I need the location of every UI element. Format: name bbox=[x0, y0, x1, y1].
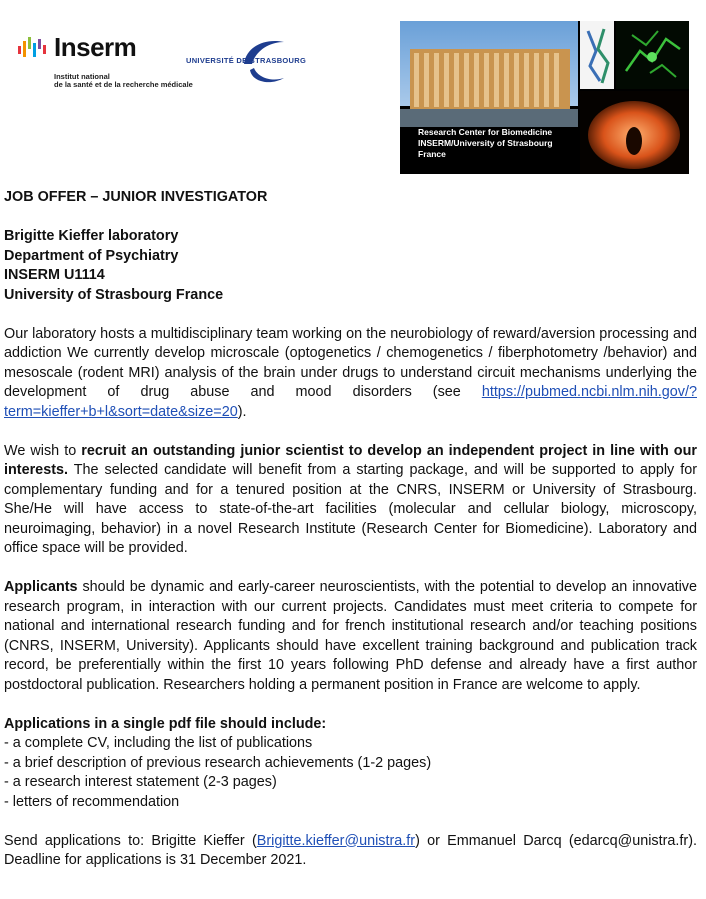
paragraph-lab-description bbox=[4, 325, 697, 423]
lab-department: Department of Psychiatry bbox=[4, 247, 179, 264]
research-center-photo bbox=[400, 21, 689, 174]
email-link[interactable]: Brigitte.kieffer@unistra.fr bbox=[256, 832, 416, 849]
paragraph-lab-text: Our laboratory hosts a multidisciplinary team working on the neurobiology of reward/aversion processing and addiction We currently develop microscale (optogenetics / chemogenetics / fiberphotometry /behavior) and mesoscale (rodent MRI) analysis of the brain under drugs to understand circuit mechanisms underlying the development of drug abuse and mood disorders (see bbox=[4, 325, 697, 400]
caption-line-1: Research Center for Biomedicine bbox=[418, 127, 553, 137]
unistra-name: UNIVERSITÉ DE STRASBOURG bbox=[186, 56, 307, 65]
job-offer-body bbox=[4, 188, 697, 871]
applicants-label: Applicants bbox=[4, 579, 78, 595]
application-item: - a brief description of previous research achievements (1-2 pages) bbox=[4, 754, 432, 771]
recruitment-start: We wish to bbox=[4, 442, 82, 459]
recruitment-rest: The selected candidate will benefit from a starting package, and will be supported to apply for complementary funding and for a tenured position at the CNRS, INSERM or University of Strasbourg. She/He will have access to state-of-the-art facilities (molecular and cellular biology, microscopy, neuroimaging, behavior) in a novel Research Institute (Research Center for Biomedicine). Laboratory and office space will be provided. bbox=[4, 462, 697, 556]
recruitment-highlight: recruit an outstanding junior scientist to develop an independent project in line with our interests. bbox=[4, 442, 697, 478]
inserm-subtitle-1: Institut national bbox=[54, 72, 110, 81]
unistra-logo bbox=[186, 38, 316, 84]
paragraph-lab-end: ). bbox=[237, 403, 247, 420]
photo-caption bbox=[418, 127, 553, 160]
caption-line-2: INSERM/University of Strasbourg bbox=[418, 138, 553, 148]
paragraph-send bbox=[4, 832, 697, 871]
header bbox=[0, 0, 706, 180]
application-item: - a research interest statement (2-3 pages) bbox=[4, 774, 277, 790]
lab-university: University of Strasbourg France bbox=[4, 286, 224, 303]
send-start: Send applications to: Brigitte Kieffer ( bbox=[4, 832, 257, 849]
lab-unit: INSERM U1114 bbox=[4, 267, 105, 283]
inserm-bars-icon bbox=[18, 37, 52, 59]
caption-line-3: France bbox=[418, 149, 446, 159]
applicants-text: should be dynamic and early-career neuroscientists, with the potential to develop an innovative research program, in interaction with our current projects. Candidates must meet criteria to compete for national and international research funding and for french institutional research and/or teaching positions (CNRS, INSERM, University). Applicants should have excellent training background and publication track record, be preferentially within the first 10 years following PhD defense and already have a first author postdoctoral publication. Researchers holding a permanent position in France are welcome to apply. bbox=[4, 579, 697, 693]
application-item: - letters of recommendation bbox=[4, 793, 180, 810]
inserm-subtitle-2: de la santé et de la recherche médicale bbox=[54, 80, 193, 89]
send-rest: ) or Emmanuel Darcq (edarcq@unistra.fr). Deadline for applications is 31 December 2021. bbox=[4, 832, 697, 868]
paragraph-applicants bbox=[4, 578, 697, 695]
job-title: JOB OFFER – JUNIOR INVESTIGATOR bbox=[4, 189, 268, 205]
applications-heading: Applications in a single pdf file should include: bbox=[4, 715, 327, 732]
lab-name: Brigitte Kieffer laboratory bbox=[4, 228, 179, 244]
application-item: - a complete CV, including the list of publications bbox=[4, 735, 313, 751]
pubmed-link[interactable]: https://pubmed.ncbi.nlm.nih.gov/?term=kieffer+b+l&sort=date&size=20 bbox=[4, 384, 697, 420]
inserm-name: Inserm bbox=[54, 32, 137, 62]
paragraph-recruitment bbox=[4, 442, 697, 559]
lab-info bbox=[4, 227, 697, 305]
